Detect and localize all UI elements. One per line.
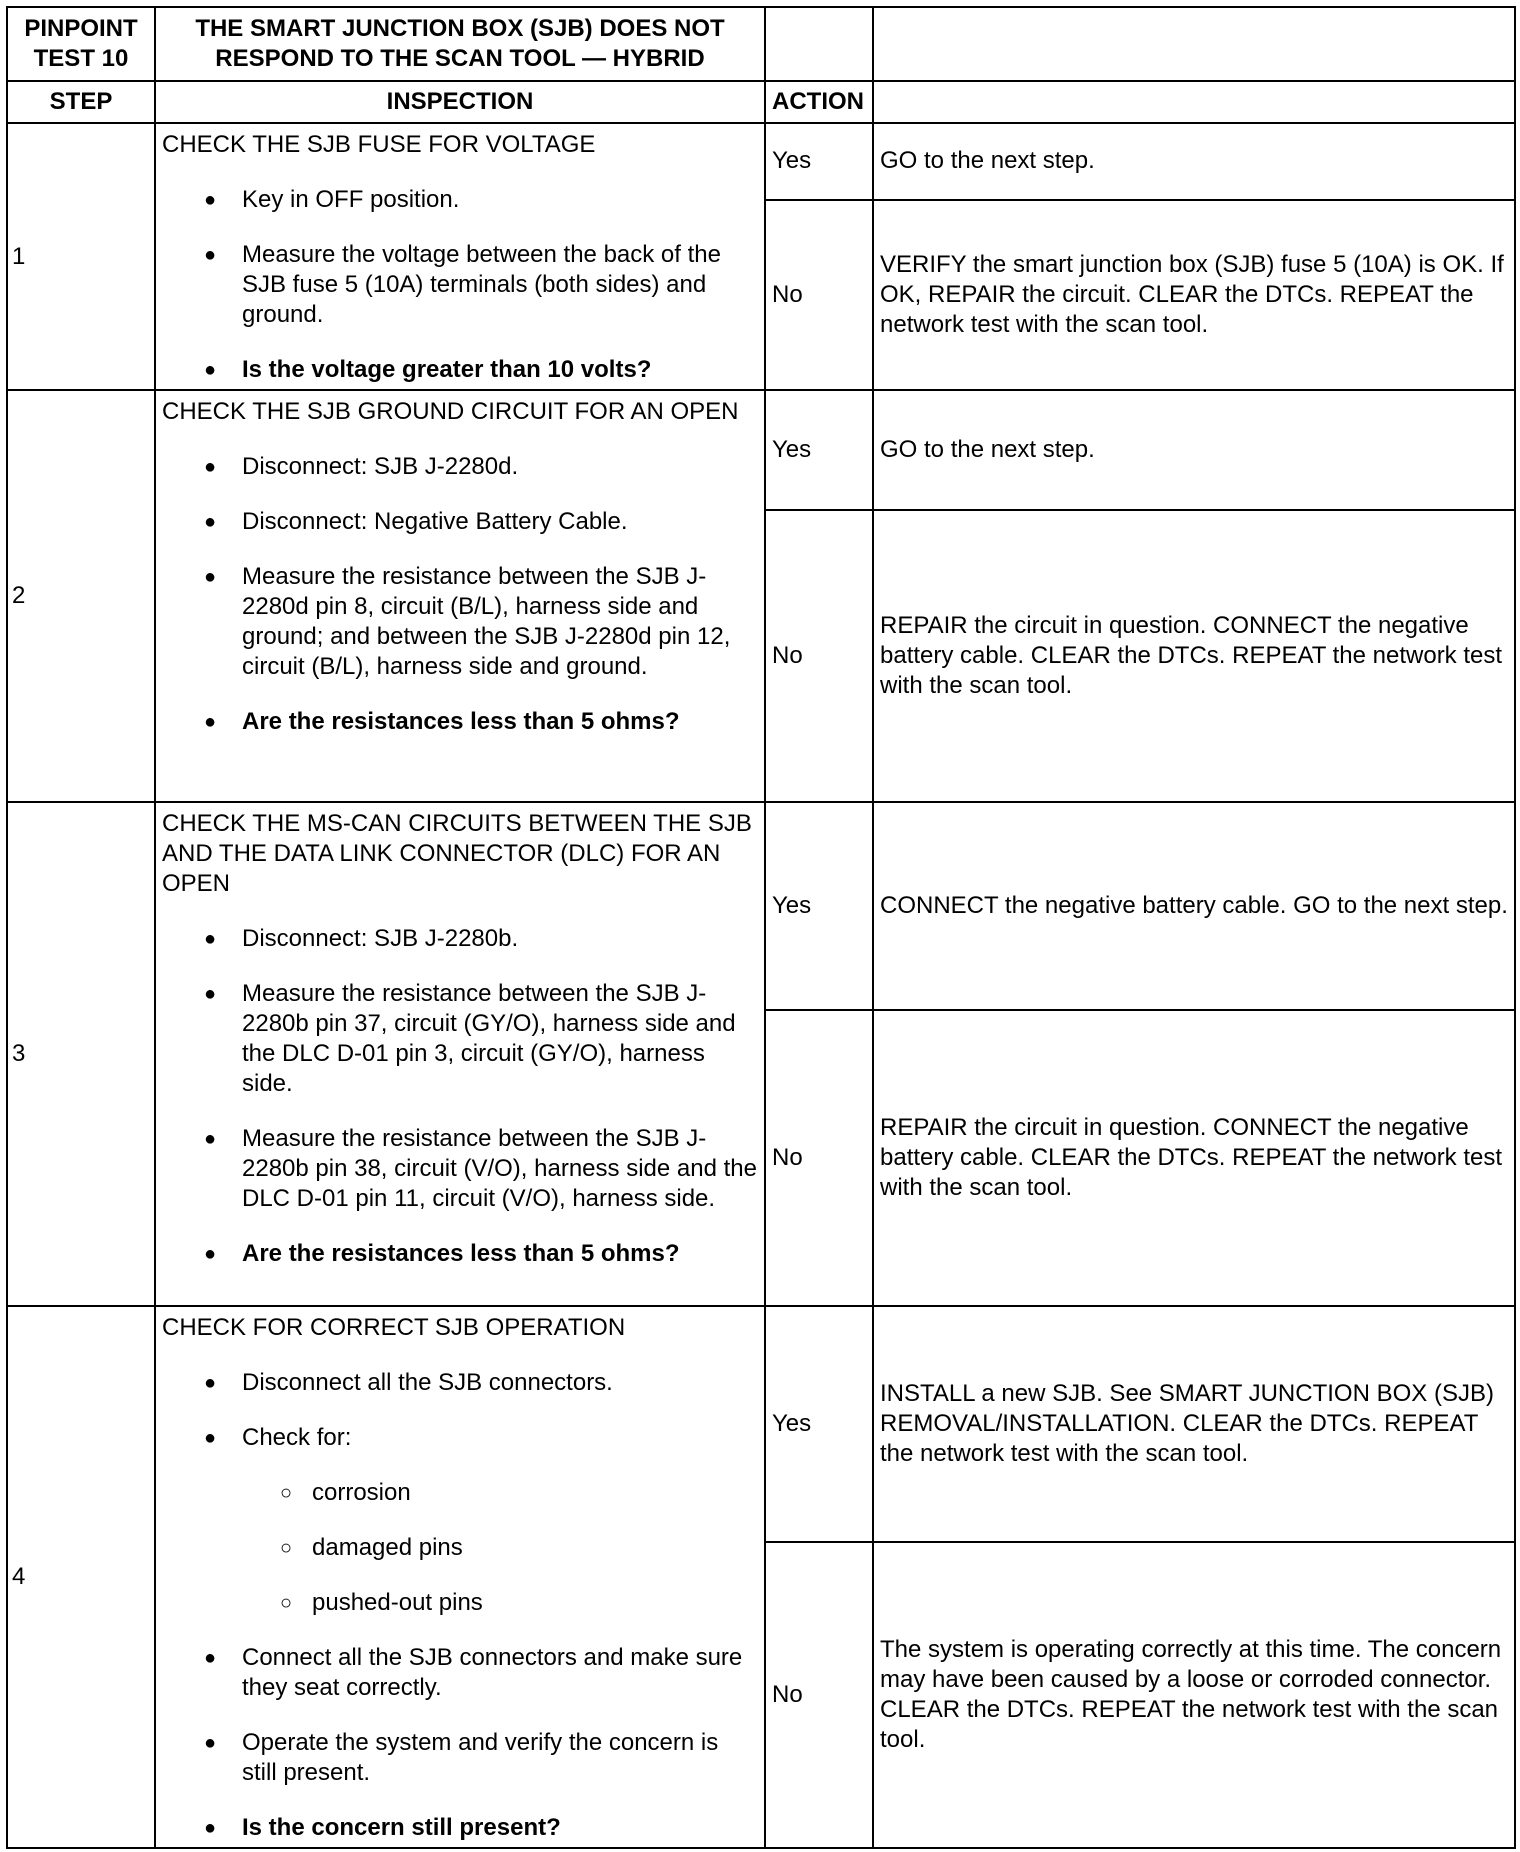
inspection-question: ● Are the resistances less than 5 ohms? <box>162 1239 758 1269</box>
inspection-item: ● Connect all the SJB connectors and make sure they seat correctly. <box>162 1643 758 1703</box>
no-label: No <box>765 1010 873 1306</box>
inspection-list <box>162 1368 758 1453</box>
no-action: The system is operating correctly at this time. The concern may have been caused by a loose or corroded connector. CLEAR the DTCs. REPEAT the network test with the scan tool. <box>873 1542 1515 1848</box>
check-for-label: Check for: <box>242 1424 352 1451</box>
pinpoint-test-sheet <box>6 6 1514 1846</box>
inspection-question: ● Is the concern still present? <box>162 1813 758 1843</box>
yes-action: GO to the next step. <box>873 390 1515 510</box>
column-header-action: ACTION <box>765 81 873 123</box>
inspection-cell <box>155 1306 765 1848</box>
inspection-item: ● Disconnect all the SJB connectors. <box>162 1368 758 1398</box>
inspection-item <box>162 1423 758 1453</box>
inspection-item: ● Measure the resistance between the SJB J-2280b pin 37, circuit (GY/O), harness side and the DLC D-01 pin 3, circuit (GY/O), harness side. <box>162 979 758 1099</box>
test-title-line1: THE SMART JUNCTION BOX (SJB) DOES NOT <box>195 15 725 42</box>
no-action: VERIFY the smart junction box (SJB) fuse 5 (10A) is OK. If OK, REPAIR the circuit. CLEAR the DTCs. REPEAT the network test with the scan tool. <box>873 200 1515 390</box>
yes-action: GO to the next step. <box>873 123 1515 200</box>
pinpoint-test-table <box>6 6 1516 1849</box>
inspection-item: ● Disconnect: Negative Battery Cable. <box>162 507 758 537</box>
inspection-cell <box>155 390 765 802</box>
inspection-list <box>162 185 758 385</box>
test-id-line2: TEST 10 <box>33 45 129 72</box>
inspection-cell <box>155 123 765 390</box>
step-title: CHECK THE SJB FUSE FOR VOLTAGE <box>162 131 596 158</box>
inspection-item: ● Disconnect: SJB J-2280b. <box>162 924 758 954</box>
step-1-yes-row <box>7 123 1515 200</box>
inspection-item: ● Measure the voltage between the back of the SJB fuse 5 (10A) terminals (both sides) and ground. <box>162 240 758 330</box>
inspection-list <box>162 924 758 1269</box>
inspection-item: ● Measure the resistance between the SJB J-2280d pin 8, circuit (B/L), harness side and ground; and between the SJB J-2280d pin 12, circuit (B/L), harness side and ground. <box>162 562 758 682</box>
no-label: No <box>765 200 873 390</box>
step-number: 4 <box>7 1306 155 1848</box>
test-id-cell <box>7 7 155 81</box>
yes-label: Yes <box>765 1306 873 1542</box>
inspection-question: ● Are the resistances less than 5 ohms? <box>162 707 758 737</box>
test-title-line2: RESPOND TO THE SCAN TOOL — HYBRID <box>215 45 705 72</box>
inspection-list <box>162 1643 758 1843</box>
check-sublist <box>162 1478 758 1618</box>
inspection-cell <box>155 802 765 1306</box>
step-number: 3 <box>7 802 155 1306</box>
step-number: 2 <box>7 390 155 802</box>
test-id-line1: PINPOINT <box>24 15 138 42</box>
test-title-cell <box>155 7 765 81</box>
step-title: CHECK THE MS-CAN CIRCUITS BETWEEN THE SJB AND THE DATA LINK CONNECTOR (DLC) FOR AN OPEN <box>162 810 752 897</box>
yes-action: CONNECT the negative battery cable. GO to the next step. <box>873 802 1515 1010</box>
inspection-question: ● Is the voltage greater than 10 volts? <box>162 355 758 385</box>
no-label: No <box>765 1542 873 1848</box>
check-subitem: ○ pushed-out pins <box>162 1588 758 1618</box>
check-subitem: ○ damaged pins <box>162 1533 758 1563</box>
column-header-step: STEP <box>7 81 155 123</box>
yes-action: INSTALL a new SJB. See SMART JUNCTION BOX (SJB) REMOVAL/INSTALLATION. CLEAR the DTCs. REPEAT the network test with the scan tool. <box>873 1306 1515 1542</box>
check-subitem: ○ corrosion <box>162 1478 758 1508</box>
no-action: REPAIR the circuit in question. CONNECT the negative battery cable. CLEAR the DTCs. REPEAT the network test with the scan tool. <box>873 1010 1515 1306</box>
step-2-yes-row <box>7 390 1515 510</box>
step-title: CHECK FOR CORRECT SJB OPERATION <box>162 1314 626 1341</box>
no-action: REPAIR the circuit in question. CONNECT the negative battery cable. CLEAR the DTCs. REPEAT the network test with the scan tool. <box>873 510 1515 802</box>
title-row <box>7 7 1515 81</box>
step-number: 1 <box>7 123 155 390</box>
yes-label: Yes <box>765 390 873 510</box>
yes-label: Yes <box>765 123 873 200</box>
yes-label: Yes <box>765 802 873 1010</box>
empty-header-cell <box>873 81 1515 123</box>
empty-header-cell <box>765 7 873 81</box>
inspection-list <box>162 452 758 737</box>
step-title: CHECK THE SJB GROUND CIRCUIT FOR AN OPEN <box>162 398 739 425</box>
column-header-row <box>7 81 1515 123</box>
step-3-yes-row <box>7 802 1515 1010</box>
inspection-item: ● Measure the resistance between the SJB J-2280b pin 38, circuit (V/O), harness side and the DLC D-01 pin 11, circuit (V/O), harness side. <box>162 1124 758 1214</box>
no-label: No <box>765 510 873 802</box>
step-4-yes-row <box>7 1306 1515 1542</box>
inspection-item: ● Key in OFF position. <box>162 185 758 215</box>
column-header-inspection: INSPECTION <box>155 81 765 123</box>
inspection-item: ● Disconnect: SJB J-2280d. <box>162 452 758 482</box>
empty-header-cell <box>873 7 1515 81</box>
inspection-item: ● Operate the system and verify the concern is still present. <box>162 1728 758 1788</box>
